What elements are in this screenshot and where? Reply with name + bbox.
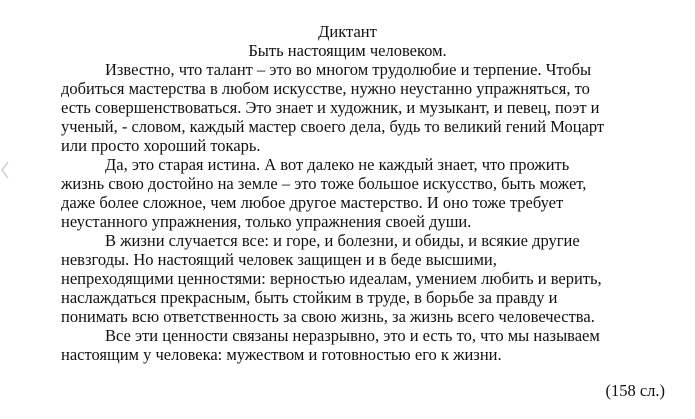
word-count: (158 сл.)	[605, 381, 665, 400]
text-line: понимать всю ответственность за свою жизнь, за жизнь всего человечества.	[61, 307, 595, 326]
text-line: наслаждаться прекрасным, быть стойким в труде, в борьбе за правду и	[61, 288, 558, 307]
text-line: неустанного упражнения, только упражнения своей души.	[61, 212, 472, 231]
text-line: Да, это старая истина. А вот далеко не каждый знает, что прожить	[105, 155, 570, 174]
chevron-left-icon[interactable]	[0, 160, 10, 180]
text-line: В жизни случается все: и горе, и болезни, и обиды, и всякие другие	[105, 231, 580, 250]
document-subtitle: Быть настоящим человеком.	[248, 41, 447, 60]
text-line: жизнь свою достойно на земле – это тоже большое искусство, быть может,	[61, 174, 587, 193]
text-line: или просто хороший токарь.	[61, 136, 261, 155]
text-line: настоящим у человека: мужеством и готовностью его к жизни.	[61, 345, 502, 364]
text-line: даже более сложное, чем любое другое мастерство. И оно тоже требует	[61, 193, 564, 212]
text-line: невзгоды. Но настоящий человек защищен и в беде высшими,	[61, 250, 497, 269]
text-line: Известно, что талант – это во многом трудолюбие и терпение. Чтобы	[105, 60, 592, 79]
text-line: непреходящими ценностями: верностью идеалам, умением любить и верить,	[61, 269, 602, 288]
text-line: Все эти ценности связаны неразрывно, это и есть то, что мы называем	[105, 326, 600, 345]
text-line: ученый, - словом, каждый мастер своего дела, будь то великий гений Моцарт	[61, 117, 605, 136]
text-line: добиться мастерства в любом искусстве, нужно неустанно упражняться, то	[61, 79, 590, 98]
text-line: есть совершенствоваться. Это знает и художник, и музыкант, и певец, поэт и	[61, 98, 600, 117]
document-heading: Диктант	[318, 22, 377, 41]
